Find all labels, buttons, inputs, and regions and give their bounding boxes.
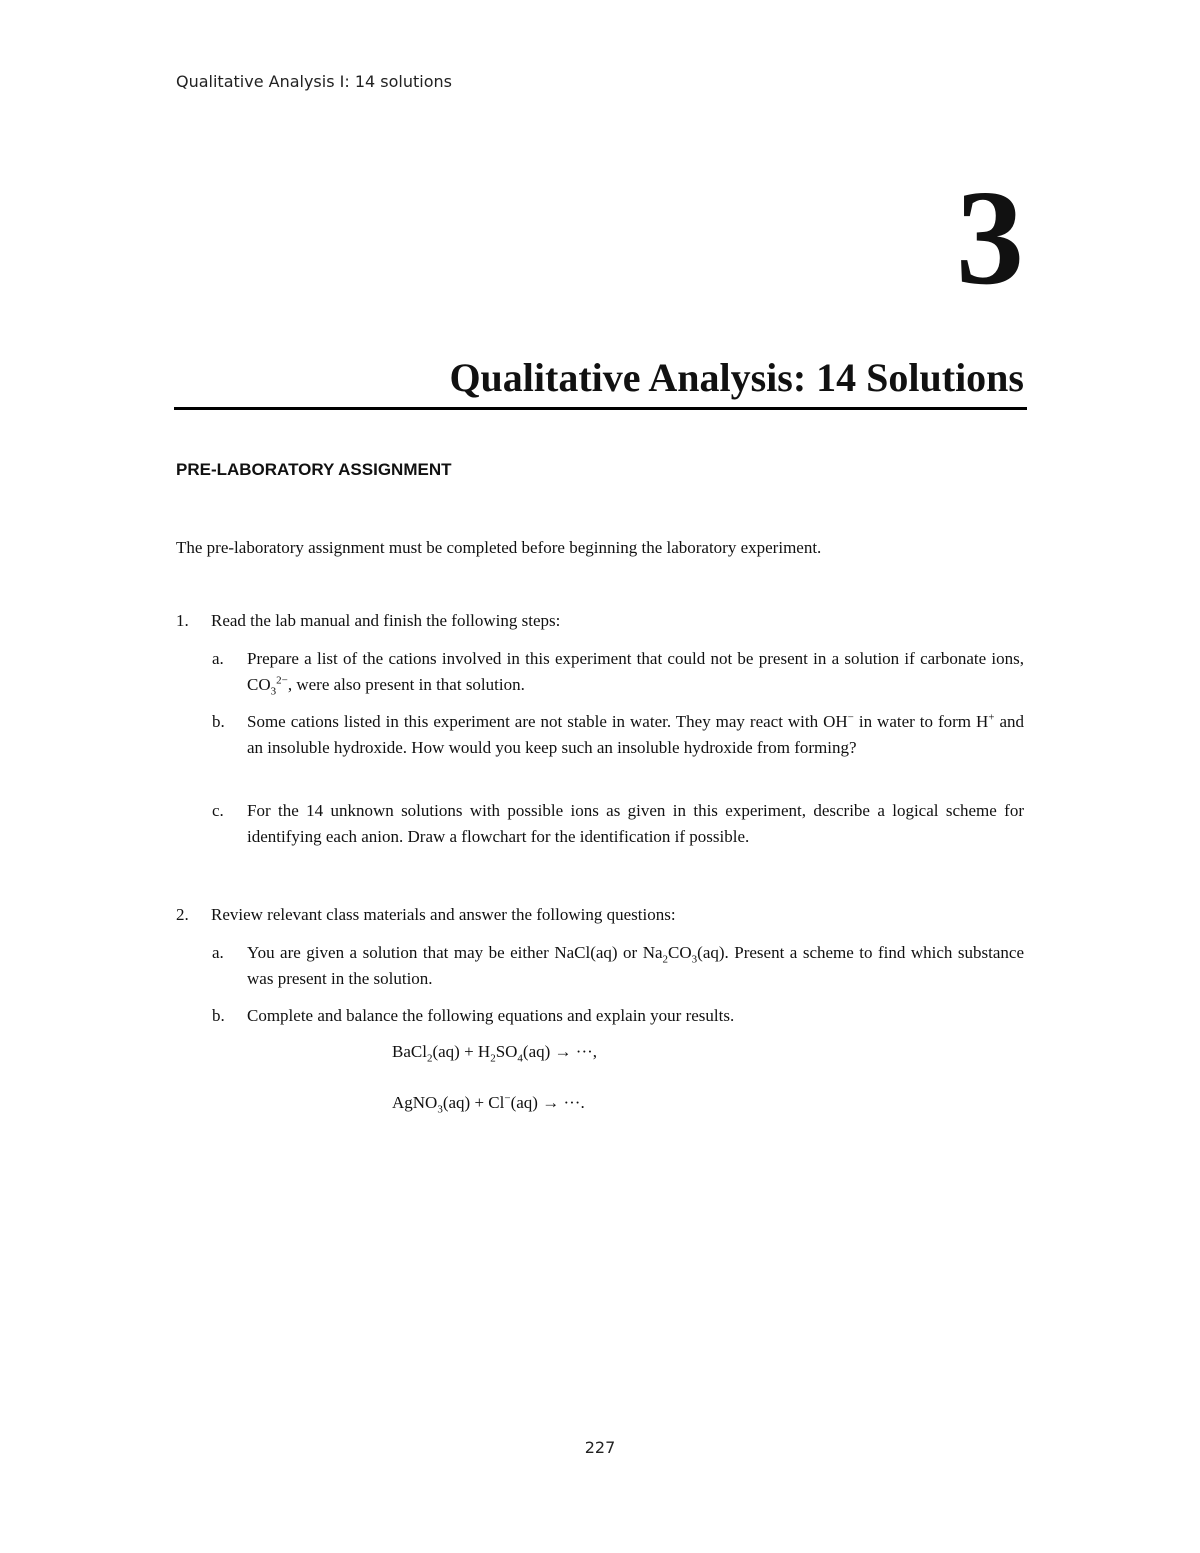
sub-question-letter: a. (212, 649, 224, 668)
sub-question-text: You are given a solution that may be either NaCl(aq) or $Na_2CO_3(aq)$. Present a scheme to find which substance was present in the solution. (247, 943, 1024, 988)
chapter-number: 3 (956, 163, 1024, 313)
sub-question-1b (212, 709, 1024, 761)
intro-paragraph: The pre-laboratory assignment must be completed before beginning the laboratory experiment. (176, 538, 822, 557)
sub-question-2b (212, 1003, 1024, 1029)
equation-2: AgNO$_3$(aq) + Cl−(aq) → ···. (392, 1092, 585, 1116)
sub-question-text: Complete and balance the following equations and explain your results. (247, 1006, 735, 1025)
sub-question-1c (212, 798, 1024, 850)
question-number: 2. (176, 905, 189, 924)
sub-question-1a (212, 646, 1024, 698)
sub-question-text: Prepare a list of the cations involved in this experiment that could not be present in a solution if carbonate ions, $CO_3^{2-}$, were also present in that solution. (247, 649, 1024, 698)
running-header: Qualitative Analysis I: 14 solutions (176, 72, 452, 91)
sub-question-letter: a. (212, 943, 224, 962)
title-divider (174, 407, 1027, 410)
chapter-title: Qualitative Analysis: 14 Solutions (449, 355, 1024, 400)
question-number: 1. (176, 611, 189, 630)
page-number: 227 (584, 1438, 616, 1457)
sub-question-letter: b. (212, 1006, 225, 1025)
sub-question-text: For the 14 unknown solutions with possible ions as given in this experiment, describe a logical scheme for identifying each anion. Draw a flowchart for the identification if possible. (247, 801, 1024, 846)
sub-question-text: Some cations listed in this experiment are not stable in water. They may react with OH− in water to form H+ and an insoluble hydroxide. How would you keep such an insoluble hydroxide from forming? (247, 711, 1025, 757)
question-text: Read the lab manual and finish the following steps: (211, 611, 561, 630)
section-heading: PRE-LABORATORY ASSIGNMENT (176, 460, 452, 479)
sub-question-letter: c. (212, 801, 224, 820)
equation-1: BaCl$_2$(aq) + $H_2SO_4(aq)$ → ···, (392, 1042, 598, 1065)
question-text: Review relevant class materials and answer the following questions: (211, 905, 676, 924)
sub-question-letter: b. (212, 712, 225, 731)
sub-question-2a (212, 940, 1024, 992)
